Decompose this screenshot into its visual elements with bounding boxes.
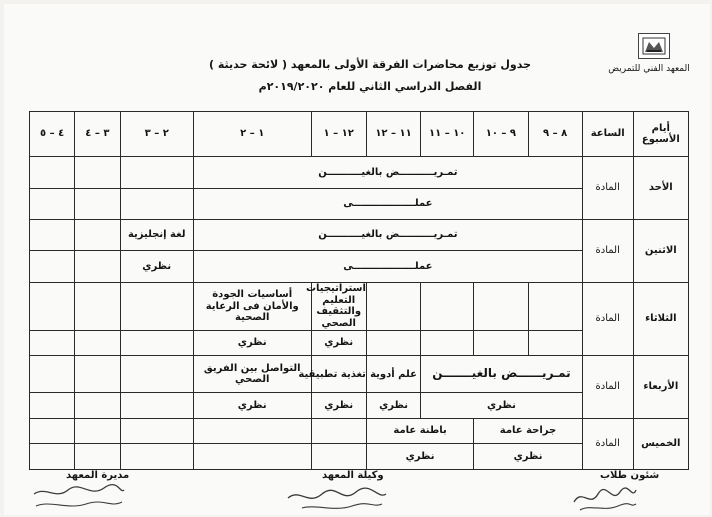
wednesday-type-c: نظري: [311, 393, 366, 419]
slot-header: ١١ – ١٢: [366, 112, 420, 157]
empty-cell: [30, 418, 75, 444]
empty-cell: [30, 220, 75, 251]
empty-cell: [30, 157, 75, 189]
empty-cell: [75, 282, 120, 330]
table-row: [30, 157, 689, 189]
slot-header: ١٢ – ١: [311, 112, 366, 157]
director-handwritten-signature: [28, 482, 128, 514]
wednesday-type-a: نظري: [421, 393, 583, 419]
empty-cell: [366, 330, 420, 356]
slot-header: ١ – ٢: [193, 112, 311, 157]
empty-cell: [120, 356, 193, 393]
subject-label: المادة: [582, 418, 633, 469]
empty-cell: [30, 188, 75, 220]
table-header-row: [30, 112, 689, 157]
empty-cell: [193, 444, 311, 470]
slot-header: ٨ – ٩: [528, 112, 582, 157]
table-row: [30, 356, 689, 393]
empty-cell: [75, 188, 120, 220]
empty-cell: [30, 251, 75, 283]
empty-cell: [75, 444, 120, 470]
empty-cell: [30, 444, 75, 470]
slot-header: ٣ – ٤: [75, 112, 120, 157]
slot-header: ٤ – ٥: [30, 112, 75, 157]
slot-header: ١٠ – ١١: [421, 112, 474, 157]
empty-cell: [75, 330, 120, 356]
subject-label: المادة: [582, 157, 633, 220]
empty-cell: [120, 188, 193, 220]
day-thursday: الخميس: [633, 418, 688, 469]
subject-label: المادة: [582, 282, 633, 356]
empty-cell: [30, 393, 75, 419]
empty-cell: [75, 356, 120, 393]
student-affairs-signature-label: شئون طلاب: [600, 470, 660, 481]
director-signature-label: مديرة المعهد: [66, 470, 130, 481]
empty-cell: [474, 282, 528, 330]
wednesday-type-d: نظري: [193, 393, 311, 419]
sunday-subject: تمـريــــــــــض بالغيــــــــــن: [193, 157, 582, 189]
hour-header: الساعة: [582, 112, 633, 157]
day-wednesday: الأربعاء: [633, 356, 688, 418]
deputy-signature-label: وكيلة المعهد: [322, 470, 384, 481]
sunday-type: عملــــــــــــــــــى: [193, 188, 582, 220]
monday-subject: تمـريــــــــــض بالغيــــــــــن: [193, 220, 582, 251]
slot-header: ٢ – ٣: [120, 112, 193, 157]
monday-english-type: نظري: [120, 251, 193, 283]
empty-cell: [120, 444, 193, 470]
empty-cell: [30, 282, 75, 330]
deputy-handwritten-signature: [282, 484, 392, 514]
institute-name: المعهد الفني للتمريض: [608, 64, 690, 74]
wednesday-subject-b: علم أدوية: [366, 356, 420, 393]
empty-cell: [120, 282, 193, 330]
empty-cell: [311, 418, 366, 444]
wednesday-subject-a: تمـريــــــض بالغيـــــــن: [421, 356, 583, 393]
thursday-type-a: نظري: [474, 444, 583, 470]
day-sunday: الأحد: [633, 157, 688, 220]
tuesday-type-b: نظري: [193, 330, 311, 356]
empty-cell: [120, 330, 193, 356]
thursday-subject-b: باطنة عامة: [366, 418, 473, 444]
day-tuesday: الثلاثاء: [633, 282, 688, 356]
table-row: [30, 418, 689, 444]
subject-label: المادة: [582, 220, 633, 282]
thursday-type-b: نظري: [366, 444, 473, 470]
wednesday-type-b: نظري: [366, 393, 420, 419]
monday-english-subject: لغة إنجليزية: [120, 220, 193, 251]
empty-cell: [528, 282, 582, 330]
empty-cell: [120, 393, 193, 419]
empty-cell: [474, 330, 528, 356]
tuesday-subject-b: أساسيات الجودة والأمان فى الرعاية الصحية: [193, 282, 311, 330]
empty-cell: [75, 251, 120, 283]
table-row: [30, 282, 689, 330]
wednesday-subject-d: التواصل بين الفريق الصحي: [193, 356, 311, 393]
empty-cell: [120, 418, 193, 444]
empty-cell: [75, 418, 120, 444]
empty-cell: [366, 282, 420, 330]
thursday-subject-a: جراحة عامة: [474, 418, 583, 444]
empty-cell: [30, 330, 75, 356]
wednesday-subject-c: تغذية تطبيقية: [311, 356, 366, 393]
empty-cell: [75, 393, 120, 419]
tuesday-type-a: نظري: [311, 330, 366, 356]
page-title: جدول توزيع محاضرات الفرقة الأولى بالمعهد ( لائحة حديثة ): [208, 58, 532, 71]
institute-logo-icon: [638, 33, 670, 59]
empty-cell: [421, 282, 474, 330]
empty-cell: [528, 330, 582, 356]
empty-cell: [421, 330, 474, 356]
days-header: أيام الأسبوع: [633, 112, 688, 157]
slot-header: ٩ – ١٠: [474, 112, 528, 157]
page-subtitle: الفصل الدراسي الثاني للعام ٢٠١٩/٢٠٢٠م: [258, 80, 482, 93]
subject-label: المادة: [582, 356, 633, 418]
empty-cell: [75, 220, 120, 251]
empty-cell: [120, 157, 193, 189]
day-monday: الاثنين: [633, 220, 688, 282]
empty-cell: [75, 157, 120, 189]
empty-cell: [193, 418, 311, 444]
student-affairs-handwritten-signature: [570, 482, 640, 514]
empty-cell: [311, 444, 366, 470]
tuesday-subject-a: استراتيجيات التعليم والتثقيف الصحي: [305, 283, 366, 329]
empty-cell: [30, 356, 75, 393]
table-row: [30, 220, 689, 251]
schedule-table: [29, 111, 689, 470]
monday-type: عملــــــــــــــــــى: [193, 251, 582, 283]
